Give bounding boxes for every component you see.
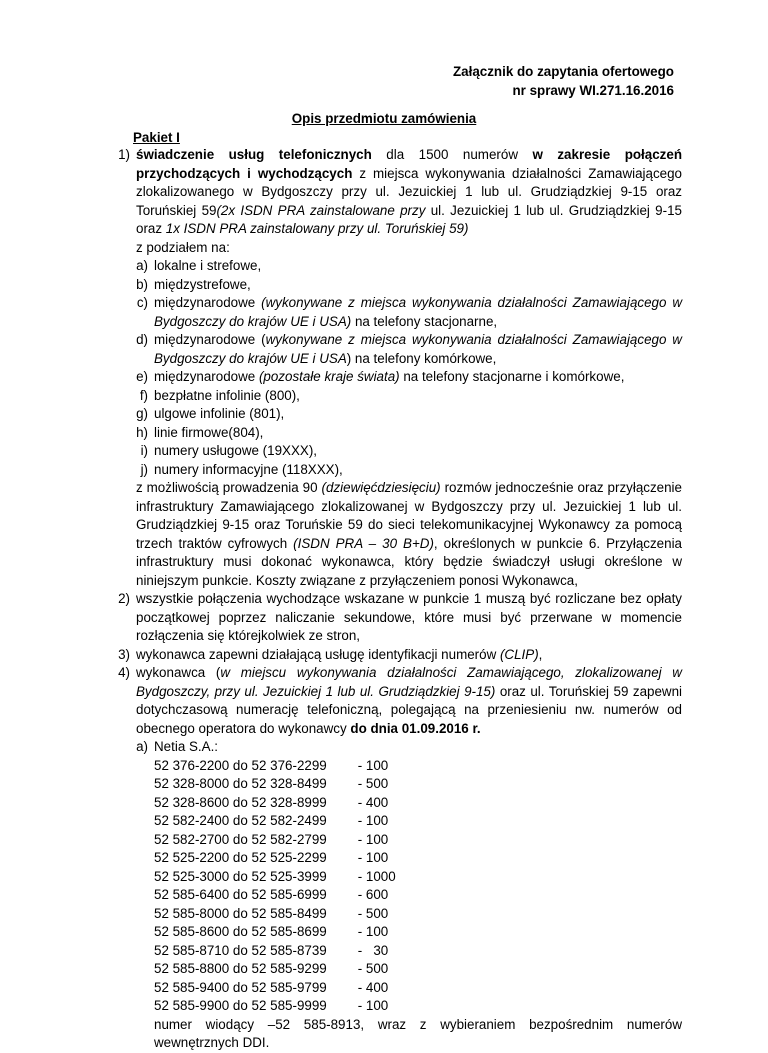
subitem-italic: wykonywane z miejsca wykonywania działalności Zamawiającego w Bydgoszczy do krajów UE i USA [154,332,682,366]
subitem-text: bezpłatne infolinie (800), [154,387,300,403]
number-range-row [154,923,682,942]
item-text: z miejsca wykonywania działalności Zamawiającego zlokalizowanego w Bydgoszczy przy ul. Jezuickiej 1 lub ul. Grudziądzkiej 9-15 oraz Toruńskiej 59 [136,165,682,218]
item-italic-text: w miejscu wykonywania działalności Zamawiającego, zlokalizowanej w Bydgoszczy, przy ul. Jezuickiej 1 lub ul. Grudziądzkiej 9-15) [136,665,682,699]
subitem-text: lokalne i strefowe, [154,258,262,273]
subitem-italic: (pozostałe kraje świata) [258,369,400,384]
range-text: 52 585-9400 do 52 585-9799 [154,979,327,995]
range-count: - 100 [354,998,389,1013]
package-label: Pakiet I [133,130,180,145]
item-italic-text: (2x ISDN PRA zainstalowane przy [216,202,426,218]
range-text: 52 525-3000 do 52 525-3999 [154,868,327,884]
subitem-text: międzynarodowe [154,369,259,384]
number-range-row [154,849,682,868]
range-text: 52 585-8600 do 52 585-8699 [154,924,327,939]
range-count: - 500 [354,961,389,976]
range-text: 52 585-8800 do 52 585-9299 [154,961,327,976]
range-text: 52 376-2200 do 52 376-2299 [154,757,327,773]
item-lead: świadczenie usług telefonicznych [136,147,372,162]
subitem-text: międzynarodowe ( [154,332,266,347]
number-range-row [154,794,682,813]
item-text: , [538,646,543,662]
item-text: wykonawca ( [136,665,221,680]
subitem-text: ) na telefony komórkowe, [346,350,497,366]
number-range-row [154,886,682,905]
number-range-row [154,757,682,776]
deadline-date: do dnia 01.09.2016 r. [350,720,481,736]
range-count: - 500 [354,776,389,791]
range-count: - 400 [354,979,389,995]
subitem-text: na telefony stacjonarne i komórkowe, [399,369,625,384]
subitem-letter: i) [140,443,148,458]
item-text: wykonawca zapewni działającą usługę identyfikacji numerów [136,646,500,662]
range-text: 52 585-8710 do 52 585-8739 [154,942,327,958]
subitem-f [128,387,682,406]
range-text: 52 582-2700 do 52 582-2799 [154,831,327,847]
subitem-text: na telefony stacjonarne, [351,313,498,329]
number-range-row [154,997,682,1016]
item-text: rozmów jednocześnie oraz przyłączenie infrastruktury Zamawiającego zlokalizowanej w Bydgoszczy przy ul. Jezuickiej 1 lub ul. Grudziądzkiej 9-15 oraz Toruńskie 59 do sieci telekomunikacyjnej Wykonawcy za pomocą trzech traktów cyfrowych [136,480,682,551]
number-range-row [154,942,682,961]
subitem-letter: j) [140,461,148,477]
subitem-letter: a) [136,739,148,754]
range-text: 52 585-9900 do 52 585-9999 [154,998,327,1013]
range-count: - 100 [354,813,389,828]
range-count: - 500 [354,905,389,921]
item-text: ul. Jezuickiej 1 lub ul. Grudziądzkiej 9-15 oraz [136,202,682,236]
number-range-row [154,812,682,831]
range-text: 52 582-2400 do 52 582-2499 [154,813,327,828]
item-italic-text: (dziewięćdziesięciu) [321,480,441,495]
range-text: 52 525-2200 do 52 525-2299 [154,850,327,865]
subitem-letter: e) [136,369,148,384]
subitem-j [128,461,682,480]
number-range-row [154,868,682,887]
subitem-text: międzynarodowe [154,295,262,310]
number-ranges [154,757,682,1016]
list-item-3 [104,646,682,665]
lead-number-note: numer wiodący –52 585-8913, wraz z wybieraniem bezpośrednim numerów wewnętrznych DDI. [154,1016,682,1050]
number-range-row [154,831,682,850]
subitem-c [128,294,682,331]
subitem-letter: d) [136,332,148,347]
number-range-row [154,775,682,794]
range-count: - 100 [354,831,389,847]
subitem-letter: g) [136,406,148,421]
subitem-letter: c) [136,295,148,310]
list-item-4 [104,664,682,738]
subitem-a [128,257,682,276]
subitem-letter: a) [136,258,148,273]
range-count: - 400 [354,794,389,810]
annex-title: Załącznik do zapytania ofertowego [453,64,674,79]
range-count: - 30 [354,942,389,958]
subitem-letter: b) [136,276,148,292]
item-number: 3) [118,646,130,662]
list-item-2 [104,590,682,646]
page-title: Opis przedmiotu zamówienia [291,111,477,126]
subitem-text: międzystrefowe, [154,276,251,292]
item-text: z podziałem na: [136,239,230,255]
range-text: 52 328-8000 do 52 328-8499 [154,776,327,791]
item-text: wszystkie połączenia wychodzące wskazane w punkcie 1 muszą być rozliczane bez opłaty początkowej poprzez naliczanie sekundowe, które musi być przerwane w momencie rozłączenia się którejkolwiek ze stron, [136,591,682,643]
item-italic-text: (ISDN PRA – 30 B+D) [293,535,434,551]
item-number: 2) [118,591,130,606]
item-text: oraz ul. Toruńskiej 59 zapewni dotychczasową numerację telefoniczną, polegającą na przeniesieniu nw. numerów od obecnego operatora do wykonawcy [136,683,682,736]
range-text: 52 328-8600 do 52 328-8999 [154,794,327,810]
range-count: - 100 [354,850,389,865]
range-count: - 1000 [354,868,396,884]
item-italic-text: (CLIP) [499,646,539,662]
subitem-b [128,276,682,295]
subitem-letter: h) [136,424,148,440]
number-range-row [154,979,682,998]
range-count: - 100 [354,757,389,773]
item-1-continuation [104,479,682,590]
subitem-text: linie firmowe(804), [154,424,264,440]
list-item-1 [104,146,682,257]
operator-subitem [128,738,682,757]
item-number: 1) [118,147,130,162]
range-count: - 600 [354,887,389,902]
subitem-text: ulgowe infolinie (801), [154,406,285,421]
case-number: nr sprawy WI.271.16.2016 [512,83,674,98]
subitem-i [128,442,682,461]
subitem-text: numery informacyjne (118XXX), [154,461,343,477]
operator-name: Netia S.A.: [154,739,219,754]
content-list [104,146,682,1053]
item-text: z możliwością prowadzenia 90 [136,480,322,495]
range-count: - 100 [354,924,389,939]
item-italic-text: 1x ISDN PRA zainstalowany przy ul. Toruńskiej 59) [165,221,469,236]
number-range-row [154,905,682,924]
item-text: dla 1500 numerów [371,147,533,162]
subitem-d [128,331,682,368]
number-range-row [154,960,682,979]
subitem-letter: f) [139,387,148,403]
range-text: 52 585-8000 do 52 585-8499 [154,905,327,921]
item-text: , określonych w punkcie 6. Przyłączenia infrastruktury musi dokonać wykonawca, który będzie świadczył usługi określone w niniejszym punkcie. Koszty związane z przyłączeniem ponosi Wykonawca, [136,535,683,588]
item-number: 4) [118,665,130,680]
subitem-text: numery usługowe (19XXX), [154,443,317,458]
subitem-h [128,424,682,443]
subitem-e [128,368,682,387]
range-text: 52 585-6400 do 52 585-6999 [154,887,327,902]
subitem-italic: (wykonywane z miejsca wykonywania działalności Zamawiającego w Bydgoszczy do krajów UE i USA) [154,295,682,329]
item-bold-text: w zakresie połączeń przychodzących i wychodzących [136,147,682,181]
subitem-g [128,405,682,424]
